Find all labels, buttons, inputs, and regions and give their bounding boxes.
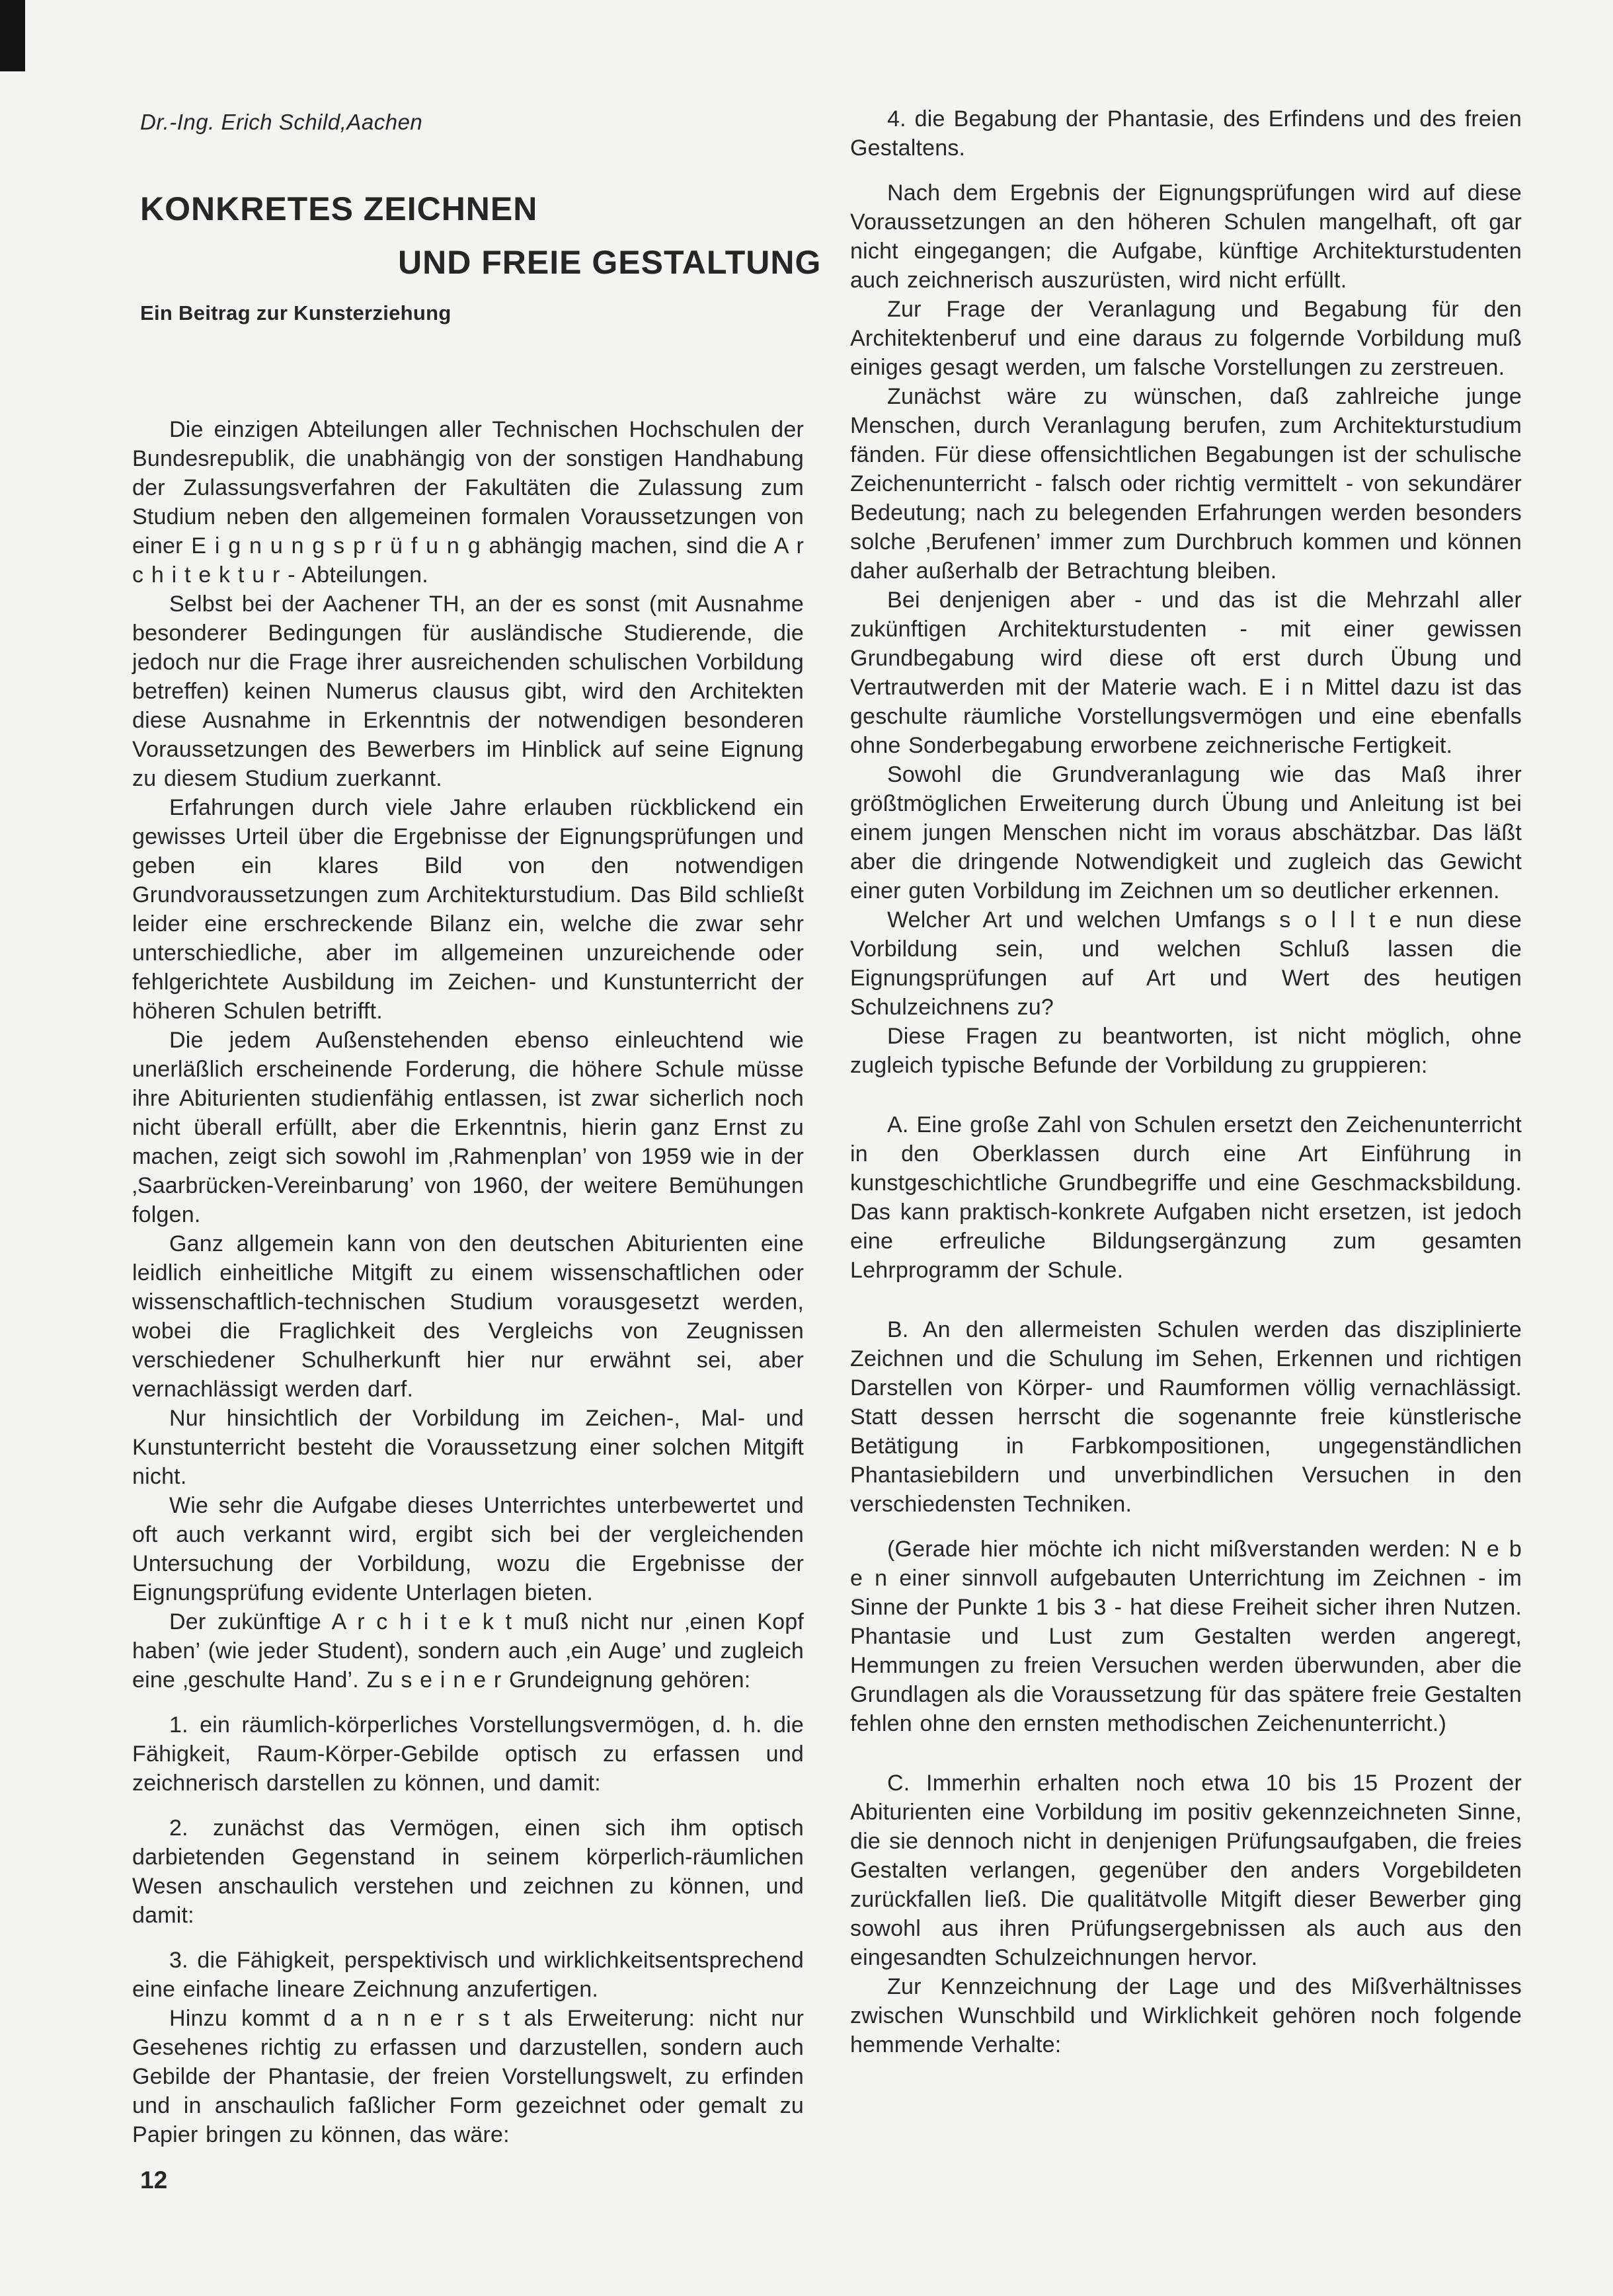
paragraph: Bei denjenigen aber - und das ist die Mehrzahl aller zukünftigen Architekturstudenten - mit einer gewissen Grundbegabung wird diese oft erst durch Übung und Vertrautwerden mit der Materie wach. E i n Mittel dazu ist das geschulte räumliche Vorstellungsvermögen und eine ebenfalls ohne Sonderbegabung erworbene zeichnerische Fertigkeit. [850,588,1522,758]
right-column [850,104,1522,2059]
paragraph: Nur hinsichtlich der Vorbildung im Zeichen-, Mal- und Kunstunterricht besteht die Voraussetzung einer solchen Mitgift nicht. [132,1406,804,1489]
paragraph: Hinzu kommt d a n n e r s t als Erweiterung: nicht nur Gesehenes richtig zu erfassen und darzustellen, sondern auch Gebilde der Phantasie, der freien Vorstellungswelt, zu erfinden und in anschaulich faßlicher Form gezeichnet oder gemalt zu Papier bringen zu können, das wäre: [132,2006,804,2147]
paragraph: Erfahrungen durch viele Jahre erlauben rückblickend ein gewisses Urteil über die Ergebnisse der Eignungsprüfungen und geben ein klares Bild von den notwendigen Grundvoraussetzungen zum Architekturstudium. Das Bild schließt leider eine erschreckende Bilanz ein, welche die zwar sehr unterschiedliche, aber im allgemeinen unzureichende oder fehlgerichtete Ausbildung im Zeichen- und Kunstunterricht der höheren Schulen betrifft. [132,795,804,1024]
paragraph: Ganz allgemein kann von den deutschen Abiturienten eine leidlich einheitliche Mitgift zu einem wissenschaftlichen oder wissenschaftlich-technischen Studium vorausgesetzt werden, wobei die Fraglichkeit des Vergleichs von Zeugnissen verschiedener Schulherkunft hier nur erwähnt sei, aber vernachlässigt werden darf. [132,1231,804,1402]
page-number: 12 [140,2166,168,2194]
paragraph: (Gerade hier möchte ich nicht mißverstanden werden: N e b e n einer sinnvoll aufgebauten Unterrichtung im Zeichnen - im Sinne der Punkte 1 bis 3 - hat diese Freiheit sicher ihren Nutzen. Phantasie und Lust zum Gestalten werden angeregt, Hemmungen zu freien Versuchen werden überwunden, aber die Grundlagen als die Voraussetzung für das spätere freie Gestalten fehlen ohne den ernsten methodischen Zeichenunterricht.) [850,1537,1522,1736]
paragraph: 4. die Begabung der Phantasie, des Erfindens und des freien Gestaltens. [850,106,1522,161]
paragraph: C. Immerhin erhalten noch etwa 10 bis 15 Prozent der Abiturienten eine Vorbildung im positiv gekennzeichneten Sinne, die sie dennoch nicht in denjenigen Prüfungsaufgaben, die freies Gestalten verlangen, gegenüber den anders Vorgebildeten zurückfallen ließ. Die qualitätvolle Mitgift dieser Bewerber ging sowohl aus ihren Prüfungsergebnissen als auch aus den eingesandten Schulzeichnungen hervor. [850,1771,1522,1970]
paragraph: Der zukünftige A r c h i t e k t muß nicht nur ‚einen Kopf haben’ (wie jeder Student), sondern auch ‚ein Auge’ und zugleich eine ‚geschulte Hand’. Zu s e i n e r Grundeignung gehören: [132,1609,804,1693]
paragraph: A. Eine große Zahl von Schulen ersetzt den Zeichenunterricht in den Oberklassen durch eine Art Einführung in kunstgeschichtliche Grundbegriffe und eine Geschmacksbildung. Das kann praktisch-konkrete Aufgaben nicht ersetzen, ist jedoch eine erfreuliche Bildungsergänzung zum gesamten Lehrprogramm der Schule. [850,1112,1522,1283]
paragraph: Selbst bei der Aachener TH, an der es sonst (mit Ausnahme besonderer Bedingungen für ausländische Studierende, die jedoch nur die Frage ihrer ausreichenden schulischen Vorbildung betreffen) keinen Numerus clausus gibt, wird den Architekten diese Ausnahme in Erkenntnis der notwendigen besonderen Voraussetzungen des Bewerbers im Hinblick auf seine Eignung zu diesem Studium zuerkannt. [132,592,804,791]
paragraph: Sowohl die Grundveranlagung wie das Maß ihrer größtmöglichen Erweiterung durch Übung und Anleitung ist bei einem jungen Menschen nicht im voraus abschätzbar. Das läßt aber die dringende Notwendigkeit und zugleich das Gewicht einer guten Vorbildung im Zeichnen um so deutlicher erkennen. [850,762,1522,903]
author-line: Dr.-Ing. Erich Schild,Aachen [140,110,423,134]
paragraph: B. An den allermeisten Schulen werden das disziplinierte Zeichnen und die Schulung im Sehen, Erkennen und richtigen Darstellen von Körper- und Raumformen völlig vernachlässigt. Statt dessen herrscht die sogenannte freie künstlerische Betätigung in Farbkompositionen, ungegenständlichen Phantasiebildern und unverbindlichen Versuchen in den verschiedensten Techniken. [850,1317,1522,1517]
paragraph: Zur Kennzeichnung der Lage und des Mißverhältnisses zwischen Wunschbild und Wirklichkeit gehören noch folgende hemmende Verhalte: [850,1974,1522,2057]
article-title [140,192,821,280]
paragraph: 3. die Fähigkeit, perspektivisch und wirklichkeitsentsprechend eine einfache lineare Zeichnung anzufertigen. [132,1948,804,2002]
article-subtitle: Ein Beitrag zur Kunsterziehung [140,301,452,325]
paragraph: Welcher Art und welchen Umfangs s o l l t e nun diese Vorbildung sein, und welchen Schluß lassen die Eignungsprüfungen auf Art und Wert des heutigen Schulzeichnens zu? [850,907,1522,1020]
paragraph: Zunächst wäre zu wünschen, daß zahlreiche junge Menschen, durch Veranlagung berufen, zum Architekturstudium fänden. Für diese offensichtlichen Begabungen ist der schulische Zeichenunterricht - falsch oder richtig vermittelt - von sekundärer Bedeutung; nach zu belegenden Erfahrungen werden besonders solche ‚Berufenen’ immer zum Durchbruch kommen und können daher außerhalb der Betrachtung bleiben. [850,384,1522,584]
scan-edge-mark [0,0,25,71]
left-column [132,415,804,2149]
paragraph: 1. ein räumlich-körperliches Vorstellungsvermögen, d. h. die Fähigkeit, Raum-Körper-Gebilde optisch zu erfassen und zeichnerisch darstellen zu können, und damit: [132,1712,804,1796]
title-line-1: KONKRETES ZEICHNEN [140,190,538,227]
paragraph: Die jedem Außenstehenden ebenso einleuchtend wie unerläßlich erscheinende Forderung, die höhere Schule müsse ihre Abiturienten studienfähig entlassen, ist zwar sicherlich noch nicht überall erfüllt, aber die Erkenntnis, hierin ganz Ernst zu machen, zeigt sich sowohl im ‚Rahmenplan’ von 1959 wie in der ‚Saarbrücken-Vereinbarung’ von 1960, der weitere Bemühungen folgen. [132,1028,804,1227]
paragraph: Zur Frage der Veranlagung und Begabung für den Architektenberuf und eine daraus zu folgernde Vorbildung muß einiges gesagt werden, um falsche Vorstellungen zu zerstreuen. [850,297,1522,380]
paragraph: Wie sehr die Aufgabe dieses Unterrichtes unterbewertet und oft auch verkannt wird, ergibt sich bei der vergleichenden Untersuchung der Vorbildung, wozu die Ergebnisse der Eignungsprüfung evidente Unterlagen bieten. [132,1493,804,1605]
title-line-2: UND FREIE GESTALTUNG [398,243,822,281]
paragraph: Die einzigen Abteilungen aller Technischen Hochschulen der Bundesrepublik, die unabhängig von der sonstigen Handhabung der Zulassungsverfahren der Fakultäten die Zulassung zum Studium neben den allgemeinen formalen Voraussetzungen von einer E i g n u n g s p r ü f u n g abhängig machen, sind die A r c h i t e k t u r - Abteilungen. [132,417,804,588]
paragraph: Nach dem Ergebnis der Eignungsprüfungen wird auf diese Voraussetzungen an den höheren Schulen mangelhaft, oft gar nicht eingegangen; die Aufgabe, künftige Architekturstudenten auch zeichnerisch auszurüsten, wird nicht erfüllt. [850,180,1522,293]
paragraph: 2. zunächst das Vermögen, einen sich ihm optisch darbietenden Gegenstand in seinem körperlich-räumlichen Wesen anschaulich verstehen und zeichnen zu können, und damit: [132,1816,804,1928]
paragraph: Diese Fragen zu beantworten, ist nicht möglich, ohne zugleich typische Befunde der Vorbildung zu gruppieren: [850,1024,1522,1078]
